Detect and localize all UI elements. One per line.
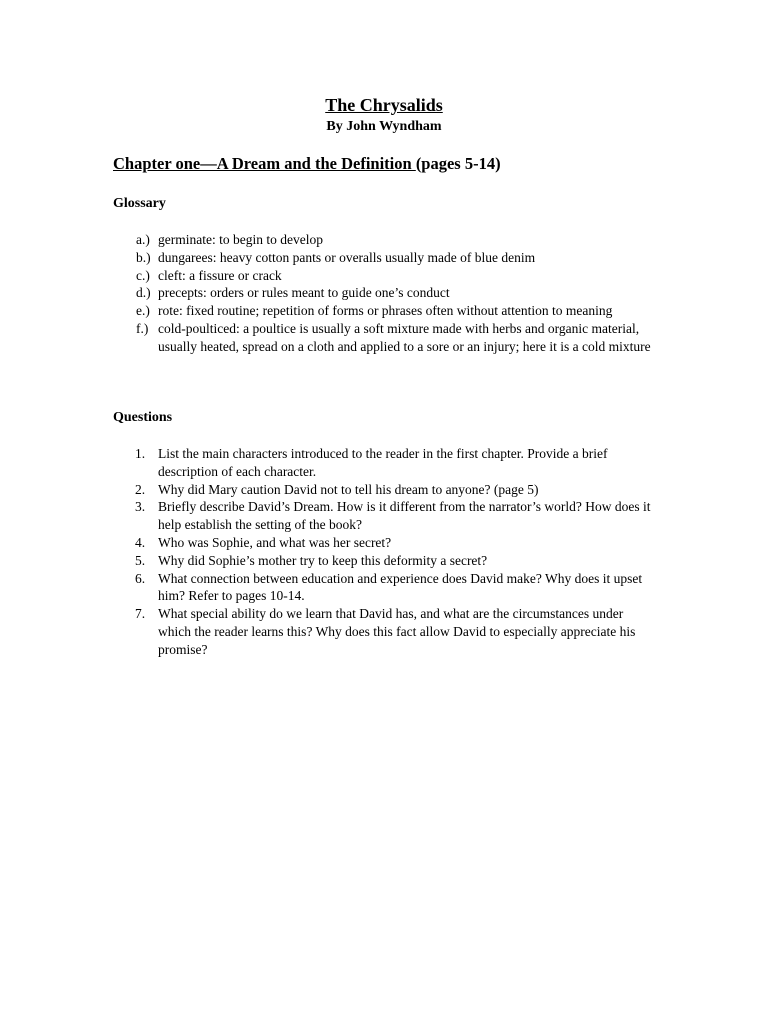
document-title: The Chrysalids — [325, 95, 443, 115]
question-item-marker: 6. — [135, 570, 146, 586]
question-item-text: Why did Sophie’s mother try to keep this deformity a secret? — [158, 552, 488, 568]
glossary-item-marker: f.) — [136, 320, 149, 336]
glossary-item-marker: e.) — [136, 303, 150, 319]
glossary-item-marker: b.) — [136, 249, 151, 265]
question-item — [113, 481, 653, 499]
questions-heading: Questions — [113, 410, 173, 425]
question-item — [113, 445, 653, 481]
question-item-marker: 5. — [135, 552, 146, 568]
glossary-heading: Glossary — [113, 196, 166, 211]
glossary-list — [113, 231, 653, 356]
glossary-item-marker: a.) — [136, 232, 150, 247]
question-item-text: Who was Sophie, and what was her secret? — [158, 534, 392, 550]
chapter-pages: (pages 5-14) — [415, 154, 501, 173]
glossary-item-text: cleft: a fissure or crack — [158, 267, 282, 283]
question-item-text: What special ability do we learn that David has, and what are the circumstances under which the reader learns this? Why does this fact allow David to especially appreciate his promise? — [158, 606, 636, 657]
question-item — [113, 570, 653, 606]
glossary-item-text: germinate: to begin to develop — [158, 232, 323, 247]
glossary-item-text: rote: fixed routine; repetition of forms or phrases often without attention to meaning — [158, 303, 613, 319]
document-author: By John Wyndham — [326, 119, 442, 134]
question-item-text: Why did Mary caution David not to tell his dream to anyone? (page 5) — [158, 481, 539, 497]
questions-list — [113, 445, 653, 659]
glossary-item — [113, 267, 653, 285]
glossary-item-text: cold-poulticed: a poultice is usually a soft mixture made with herbs and organic material, usually heated, spread on a cloth and applied to a sore or an injury; here it is a cold mixture — [158, 320, 651, 354]
glossary-item — [113, 249, 653, 267]
question-item — [113, 498, 653, 534]
glossary-item — [113, 302, 653, 320]
question-item — [113, 534, 653, 552]
chapter-title: Chapter one—A Dream and the Definition — [113, 154, 416, 173]
chapter-heading — [113, 154, 501, 174]
question-item-text: Briefly describe David’s Dream. How is it different from the narrator’s world? How does it help establish the setting of the book? — [158, 499, 651, 533]
question-item-marker: 2. — [135, 481, 146, 497]
question-item-marker: 3. — [135, 499, 146, 515]
glossary-item-text: dungarees: heavy cotton pants or overalls usually made of blue denim — [158, 249, 536, 265]
question-item-marker: 1. — [135, 446, 146, 461]
glossary-item-text: precepts: orders or rules meant to guide one’s conduct — [158, 285, 450, 301]
question-item — [113, 605, 653, 658]
question-item-marker: 7. — [135, 606, 146, 622]
glossary-item — [113, 284, 653, 302]
glossary-item — [113, 231, 653, 249]
glossary-item — [113, 320, 653, 356]
question-item — [113, 552, 653, 570]
glossary-item-marker: d.) — [136, 285, 151, 301]
question-item-text: What connection between education and experience does David make? Why does it upset him? Refer to pages 10-14. — [158, 570, 643, 604]
question-item-marker: 4. — [135, 534, 146, 550]
question-item-text: List the main characters introduced to the reader in the first chapter. Provide a brief description of each character. — [158, 446, 608, 479]
glossary-item-marker: c.) — [136, 267, 150, 283]
